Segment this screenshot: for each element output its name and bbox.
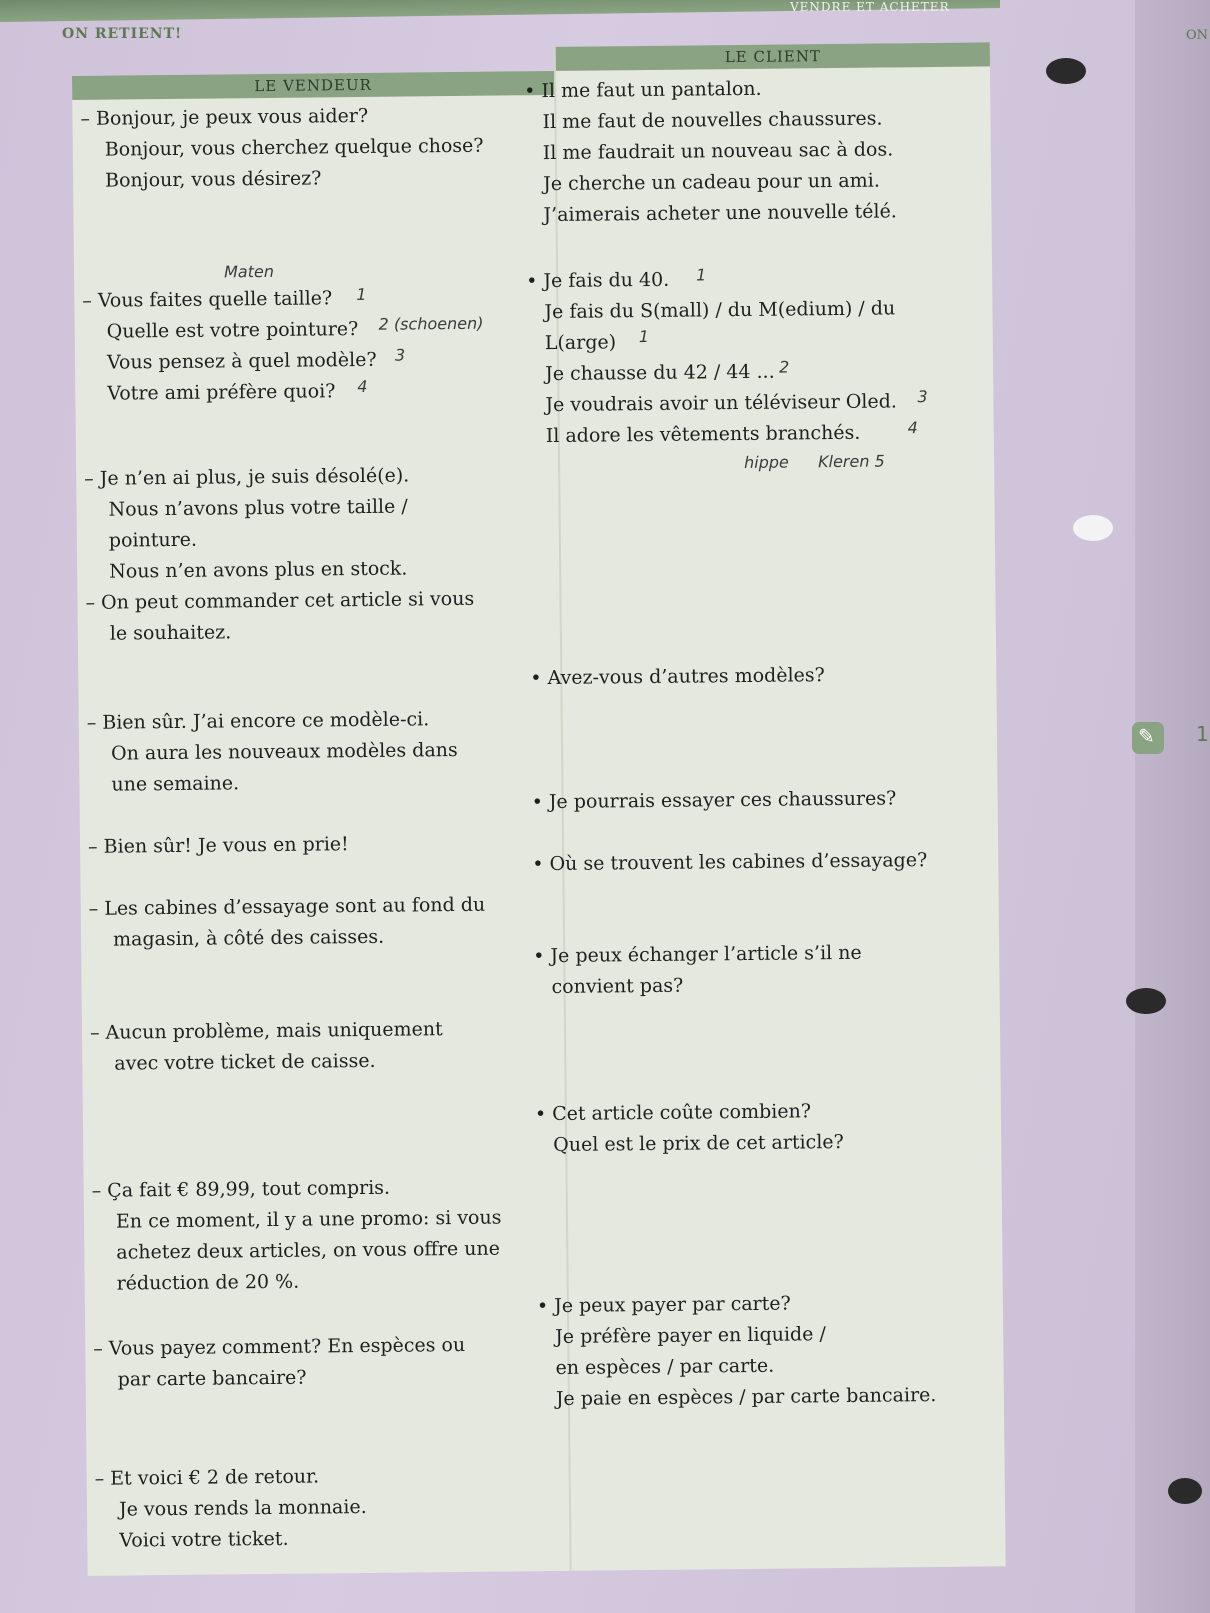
binder-hole — [1126, 988, 1166, 1014]
client-line: Il me faut de nouvelles chaussures. — [542, 107, 883, 134]
client-line: Il me faudrait un nouveau sac à dos. — [542, 138, 894, 165]
section-title: ON RETIENT! — [62, 26, 183, 42]
handwritten-note: hippe — [743, 452, 789, 472]
dialogue-table — [72, 47, 1006, 1576]
handwritten-note: 2 (schoenen) — [378, 313, 484, 334]
vendeur-line: – Bien sûr! Je vous en prie! — [87, 833, 349, 858]
client-line: L(arge) — [544, 331, 617, 355]
handwritten-note: 1 — [638, 326, 650, 347]
vendeur-line: – Et voici € 2 de retour. — [94, 1465, 320, 1490]
handwritten-note: 3 — [394, 345, 406, 365]
vendeur-line: par carte bancaire? — [117, 1366, 307, 1391]
client-line: Je chausse du 42 / 44 ... — [545, 360, 775, 386]
vendeur-line: Vous pensez à quel modèle? — [106, 348, 377, 374]
header-vendeur: LE VENDEUR — [72, 71, 554, 100]
client-line: • Il me faut un pantalon. — [524, 77, 762, 103]
client-line: • Je peux payer par carte? — [536, 1292, 791, 1318]
handwritten-note: 1 — [696, 265, 707, 285]
vendeur-line: le souhaitez. — [109, 621, 232, 645]
vendeur-line: – Les cabines d’essayage sont au fond du — [88, 893, 486, 920]
header-client: LE CLIENT — [556, 42, 990, 71]
client-line: • Je pourrais essayer ces chaussures? — [531, 787, 897, 814]
next-page-strip — [1135, 0, 1210, 1613]
vendeur-line: pointure. — [108, 528, 198, 552]
client-line: Je fais du S(mall) / du M(edium) / du — [544, 297, 896, 324]
next-page-corner-text: ON — [1186, 28, 1209, 43]
vendeur-line: – Bien sûr. J’ai encore ce modèle-ci. — [86, 708, 430, 734]
vendeur-line: Bonjour, vous désirez? — [104, 167, 322, 192]
vendeur-line: achetez deux articles, on vous offre une — [116, 1237, 501, 1264]
client-line: convient pas? — [551, 974, 684, 999]
vendeur-line: – Ça fait € 89,99, tout compris. — [91, 1176, 391, 1202]
vendeur-line: En ce moment, il y a une promo: si vous — [115, 1206, 502, 1233]
client-line: en espèces / par carte. — [555, 1354, 775, 1380]
vendeur-line: réduction de 20 %. — [116, 1270, 300, 1295]
binder-hole — [1046, 58, 1086, 84]
vendeur-line: Je vous rends la monnaie. — [118, 1495, 367, 1521]
vendeur-line: – Vous faites quelle taille? — [82, 287, 333, 312]
vendeur-line: une semaine. — [111, 772, 240, 796]
handwritten-note: 4 — [907, 418, 919, 438]
pencil-icon: ✎ — [1132, 722, 1164, 754]
vendeur-line: magasin, à côté des caisses. — [112, 925, 385, 951]
client-line: Quel est le prix de cet article? — [553, 1130, 844, 1157]
marker-number: 1 — [1196, 722, 1209, 746]
client-line: Il adore les vêtements branchés. — [545, 421, 861, 448]
handwritten-note: 1 — [356, 284, 367, 305]
vendeur-line: On aura les nouveaux modèles dans — [110, 738, 458, 765]
vendeur-line: avec votre ticket de caisse. — [114, 1049, 376, 1075]
handwritten-note: Maten — [223, 261, 275, 282]
vendeur-line: – Je n’en ai plus, je suis désolé(e). — [84, 464, 410, 490]
binder-hole — [1168, 1478, 1202, 1504]
handwritten-note: 2 — [778, 357, 790, 377]
vendeur-line: Nous n’en avons plus en stock. — [109, 557, 408, 583]
client-line: • Où se trouvent les cabines d’essayage? — [532, 849, 928, 876]
vendeur-line: – Aucun problème, mais uniquement — [89, 1018, 443, 1044]
vendeur-line: – On peut commander cet article si vous — [85, 587, 475, 614]
client-line: • Je peux échanger l’article s’il ne — [533, 941, 862, 968]
vendeur-line: Quelle est votre pointure? — [106, 318, 359, 343]
client-line: Je paie en espèces / par carte bancaire. — [555, 1384, 937, 1411]
vendeur-line: – Bonjour, je peux vous aider? — [80, 104, 369, 130]
vendeur-line: Voici votre ticket. — [119, 1527, 289, 1552]
client-line: Je cherche un cadeau pour un ami. — [543, 169, 880, 196]
vendeur-line: Bonjour, vous cherchez quelque chose? — [104, 134, 484, 161]
client-line: Je préfère payer en liquide / — [555, 1323, 826, 1349]
handwritten-note: 3 — [917, 387, 928, 407]
handwritten-note: Kleren 5 — [817, 451, 885, 472]
vendeur-line: Votre ami préfère quoi? — [107, 380, 336, 405]
client-line: • Cet article coûte combien? — [534, 1100, 812, 1126]
client-line: • Je fais du 40. — [526, 268, 670, 293]
chapter-title: VENDRE ET ACHETER — [790, 0, 950, 14]
handwritten-note: 4 — [357, 376, 368, 397]
vendeur-line: Nous n’avons plus votre taille / — [108, 495, 408, 521]
vendeur-line: – Vous payez comment? En espèces ou — [93, 1333, 466, 1360]
client-line: • Avez-vous d’autres modèles? — [530, 664, 825, 690]
binder-hole — [1073, 515, 1113, 541]
client-line: J’aimerais acheter une nouvelle télé. — [543, 200, 897, 227]
client-line: Je voudrais avoir un téléviseur Oled. — [545, 390, 898, 417]
